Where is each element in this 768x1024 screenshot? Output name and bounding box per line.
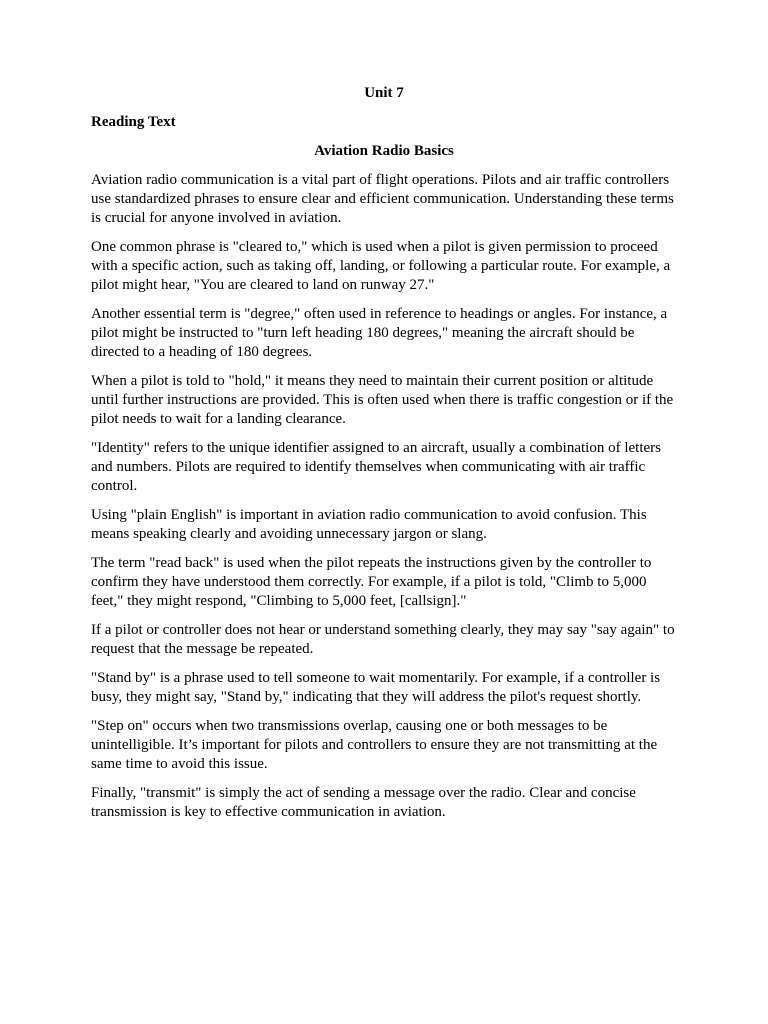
paragraph-degree: Another essential term is "degree," often used in reference to headings or angles. For instance, a pilot might be instructed to "turn left heading 180 degrees," meaning the aircraft should be directed to a heading of 180 degrees. <box>91 306 668 360</box>
section-label: Reading Text <box>91 114 176 130</box>
document-body <box>91 84 677 832</box>
article-title: Aviation Radio Basics <box>314 143 454 159</box>
paragraph-transmit: Finally, "transmit" is simply the act of sending a message over the radio. Clear and concise transmission is key to effective communication in aviation. <box>91 785 636 820</box>
paragraph-step-on: "Step on" occurs when two transmissions overlap, causing one or both messages to be unintelligible. It’s important for pilots and controllers to ensure they are not transmitting at the same time to avoid this issue. <box>91 718 658 772</box>
paragraph-read-back: The term "read back" is used when the pilot repeats the instructions given by the controller to confirm they have understood them correctly. For example, if a pilot is told, "Climb to 5,000 feet," they might respond, "Climbing to 5,000 feet, [callsign]." <box>91 555 652 609</box>
unit-heading: Unit 7 <box>364 85 404 101</box>
paragraph-plain-english: Using "plain English" is important in aviation radio communication to avoid confusion. This means speaking clearly and avoiding unnecessary jargon or slang. <box>91 507 647 542</box>
paragraph-hold: When a pilot is told to "hold," it means they need to maintain their current position or altitude until further instructions are provided. This is often used when there is traffic congestion or if the pilot needs to wait for a landing clearance. <box>91 373 674 427</box>
paragraph-introduction: Aviation radio communication is a vital part of flight operations. Pilots and air traffic controllers use standardized phrases to ensure clear and efficient communication. Understanding these terms is crucial for anyone involved in aviation. <box>91 172 674 226</box>
paragraph-identity: "Identity" refers to the unique identifier assigned to an aircraft, usually a combination of letters and numbers. Pilots are required to identify themselves when communicating with air traffic control. <box>91 440 661 494</box>
paragraph-say-again: If a pilot or controller does not hear or understand something clearly, they may say "say again" to request that the message be repeated. <box>91 622 675 657</box>
paragraph-cleared-to: One common phrase is "cleared to," which is used when a pilot is given permission to proceed with a specific action, such as taking off, landing, or following a particular route. For example, a pilot might hear, "You are cleared to land on runway 27." <box>91 239 671 293</box>
paragraph-stand-by: "Stand by" is a phrase used to tell someone to wait momentarily. For example, if a controller is busy, they might say, "Stand by," indicating that they will address the pilot's request shortly. <box>91 670 661 705</box>
